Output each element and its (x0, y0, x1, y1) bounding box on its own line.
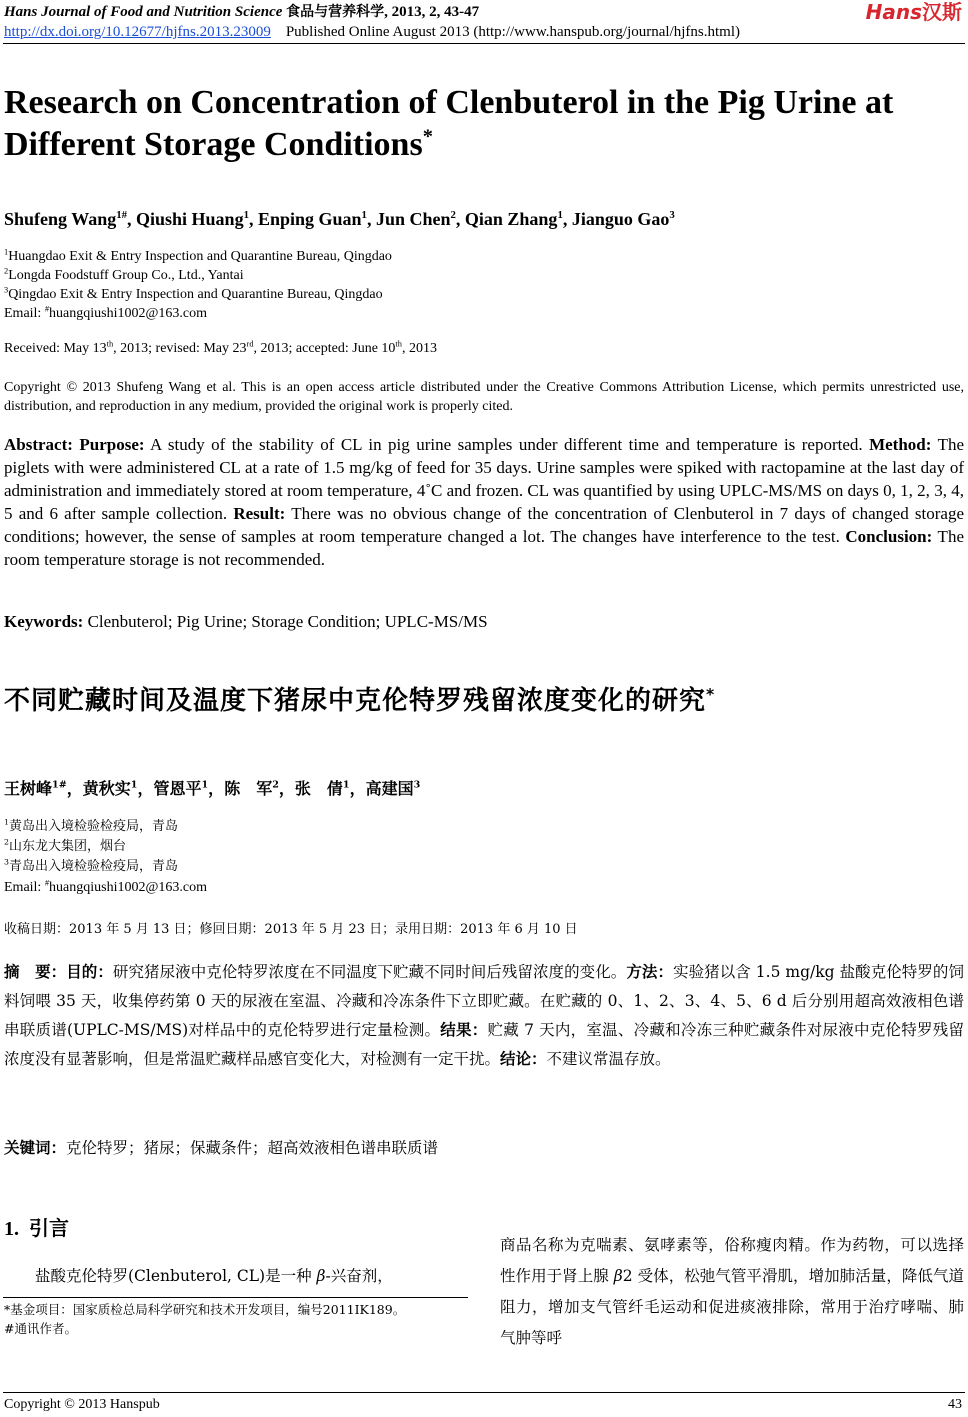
affiliation-cn (4, 817, 178, 836)
affiliation-sup: 3 (4, 857, 9, 867)
authors-cn: 王树峰$^{1\#}$，黄秋实$^1$，管恩平$^1$，陈 军$^2$，张 倩$^1$，高建国$^3$ (4, 779, 421, 798)
author-en: Qiushi Huang (136, 209, 244, 229)
conclusion-text: The room temperature storage is not recommended. (4, 527, 964, 569)
author-cn-sup: 2 (272, 779, 279, 791)
affiliation-en (4, 266, 244, 285)
footnote-fund: *基金项目：国家质检总局科学研究和技术开发项目，编号2011IK189。 (4, 1302, 406, 1317)
paper-title-en (4, 82, 962, 166)
beta-symbol: β (613, 1267, 623, 1285)
conclusion-cn-text: 不建议常温存放。 (546, 1050, 671, 1068)
affiliation-sup: 3 (4, 285, 9, 295)
affiliation-sup: 2 (4, 266, 9, 276)
author-en-sup: 1# (116, 209, 128, 221)
doi-link[interactable]: http://dx.doi.org/10.12677/hjfns.2013.23009 (4, 24, 271, 40)
author-en: Enping Guan (257, 209, 362, 229)
page-number: 43 (948, 1397, 962, 1412)
affiliation-text: 山东龙大集团，烟台 (8, 839, 126, 854)
author-cn: 陈 军 (224, 779, 273, 798)
received-date: Received: May 13 (4, 341, 107, 356)
method-cn-label: 方法： (626, 963, 674, 981)
author-en-sup: 2 (450, 209, 456, 221)
date-sup: th (395, 339, 402, 349)
dates-en (4, 341, 437, 357)
author-cn: 黄秋实 (82, 779, 131, 798)
logo-latin: Hans (865, 0, 922, 24)
intro-left-pre: 盐酸克伦特罗(Clenbuterol, CL)是一种 (35, 1267, 317, 1285)
affiliation-sup: 1 (4, 817, 9, 827)
purpose-text: A study of the stability of CL in pig urine samples under different time and temperature is reported. (144, 435, 870, 454)
title-en-mark: * (422, 125, 433, 148)
header-rule (3, 43, 965, 44)
author-cn: 张 倩 (294, 779, 343, 798)
purpose-cn-label: 目的： (66, 963, 113, 981)
dates-cn: 收稿日期：2013 年 5 月 13 日；修回日期：2013 年 5 月 23 日；录用日期：2013 年 6 月 10 日 (4, 922, 578, 937)
affiliation-text: 青岛出入境检验检疫局，青岛 (8, 859, 178, 874)
author-en-sup: 1 (243, 209, 249, 221)
date-tail: , 2013 (401, 341, 437, 356)
result-text: There was no obvious change of the concentration of Clenbuterol in 7 days of changed storage conditions; however, the sense of samples at room temperature changed a lot. The changes have interference to the test. (4, 504, 964, 546)
author-en: Jun Chen (375, 209, 451, 229)
email-mark: # (44, 304, 50, 314)
journal-header (4, 3, 479, 21)
logo-cn: 汉斯 (922, 0, 962, 24)
footer-copyright: Copyright © 2013 Hanspub (4, 1397, 160, 1412)
author-en: Shufeng Wang (4, 209, 117, 229)
title-cn-mark: * (706, 685, 716, 704)
result-label: Result: (233, 504, 286, 523)
title-en-text: Research on Concentration of Clenbuterol in the Pig Urine at Different Storage Conditions (4, 84, 894, 163)
section-title: 引言 (29, 1216, 69, 1240)
author-en-sup: 3 (669, 209, 675, 221)
affiliation-cn (4, 837, 126, 856)
author-cn-sup: 1 (201, 779, 209, 791)
affiliation-en (4, 247, 392, 266)
publication-line (4, 23, 740, 41)
abstract-en (4, 433, 964, 571)
footer-rule (3, 1392, 965, 1393)
email-label: Email: (4, 880, 45, 895)
volume-info: , 2013, 2, 43-47 (384, 4, 480, 20)
footnote-rule (3, 1297, 468, 1298)
result-cn-label: 结果： (440, 1021, 488, 1039)
author-en-sup: 1 (361, 209, 367, 221)
conclusion-label: Conclusion: (845, 527, 933, 546)
keywords-cn (4, 1136, 438, 1158)
author-cn: 高建国 (365, 779, 414, 798)
intro-left-column (4, 1262, 468, 1290)
author-en: Qian Zhang (464, 209, 558, 229)
intro-right-post: 2 受体，松弛气管平滑肌，增加肺活量，降低气道阻力，增加支气管纤毛运动和促进痰液排除，常用于治疗哮喘、肺气肿等呼 (500, 1267, 964, 1347)
affiliation-cn (4, 857, 178, 876)
accepted-date: , 2013; accepted: June 10 (253, 341, 396, 356)
abstract-label: Abstract: (4, 435, 73, 454)
author-cn-sup: 3 (413, 779, 421, 791)
date-sup: rd (246, 339, 254, 349)
method-label: Method: (869, 435, 932, 454)
purpose-cn-text: 研究猪尿液中克伦特罗浓度在不同温度下贮藏不同时间后残留浓度的变化。 (112, 963, 627, 981)
published-online: Published Online August 2013 (http://www.hanspub.org/journal/hjfns.html) (285, 24, 740, 40)
author-cn-sup: 1# (52, 779, 67, 791)
author-cn-sup: 1 (342, 779, 350, 791)
email-en (4, 304, 207, 323)
author-cn: 王树峰 (4, 779, 53, 798)
footnote-corresponding: #通讯作者。 (4, 1321, 77, 1336)
section-heading (4, 1212, 69, 1241)
title-cn-text: 不同贮藏时间及温度下猪尿中克伦特罗残留浓度变化的研究 (4, 686, 707, 716)
email-cn (4, 878, 207, 897)
revised-date: , 2013; revised: May 23 (113, 341, 247, 356)
affiliation-text: Longda Foodstuff Group Co., Ltd., Yantai (8, 268, 244, 283)
footnotes (4, 1300, 466, 1338)
beta-symbol: β (316, 1267, 326, 1285)
abstract-cn (4, 958, 964, 1074)
conclusion-cn-label: 结论： (500, 1050, 547, 1068)
affiliation-sup: 2 (4, 837, 9, 847)
author-cn-sup: 1 (130, 779, 138, 791)
hans-logo (866, 1, 962, 23)
affiliation-text: Qingdao Exit & Entry Inspection and Quarantine Bureau, Qingdao (8, 287, 383, 302)
keywords-cn-text: 克伦特罗；猪尿；保藏条件；超高效液相色谱串联质谱 (66, 1139, 439, 1157)
affiliation-text: Huangdao Exit & Entry Inspection and Quarantine Bureau, Qingdao (8, 249, 392, 264)
affiliation-en (4, 285, 383, 304)
email-label: Email: (4, 306, 45, 321)
author-cn: 管恩平 (153, 779, 202, 798)
keywords-label: Keywords: (4, 612, 84, 631)
email-address[interactable]: huangqiushi1002@163.com (49, 306, 207, 321)
keywords-text: Clenbuterol; Pig Urine; Storage Condition; UPLC-MS/MS (83, 612, 488, 631)
method-cn-text: 实验猪以含 1.5 mg/kg 盐酸克伦特罗的饲料饲喂 35 天，收集停药第 0 天的尿液在室温、冷藏和冷冻条件下立即贮藏。在贮藏的 0、1、2、3、4、5、6 d 后分别用超高效液相色谱串联质谱(UPLC-MS/MS)对样品中的克伦特罗进行定量检测。 (4, 963, 964, 1039)
email-mark: # (44, 878, 50, 888)
method-text: The piglets with were administered CL at a rate of 1.5 mg/kg of feed for 35 days. Urine samples were spiked with ractopamine at the last day of administration and immediately stored at room temperature, 4˚C and frozen. CL was quantified by using UPLC-MS/MS on days 0, 1, 2, 3, 4, 5 and 6 after sample collection. (4, 435, 964, 523)
section-number: 1. (4, 1218, 19, 1240)
author-en-sup: 1 (557, 209, 563, 221)
paper-title-cn (4, 680, 715, 717)
affiliation-text: 黄岛出入境检验检疫局，青岛 (8, 819, 178, 834)
keywords-en (4, 612, 488, 632)
authors-en: Shufeng Wang$^{1\#}$, Qiushi Huang$^1$, Enping Guan$^1$, Jun Chen$^2$, Qian Zhang$^1$, Jianguo Gao$^3$ (4, 209, 675, 229)
journal-name-cn: 食品与营养科学 (286, 4, 385, 20)
intro-left-post: -兴奋剂， (325, 1267, 393, 1285)
keywords-cn-label: 关键词： (4, 1139, 67, 1157)
date-sup: th (106, 339, 114, 349)
copyright-notice: Copyright © 2013 Shufeng Wang et al. This is an open access article distributed under the Creative Commons Attribution License, which permits unrestricted use, distribution, and reproduction in any medium, provided the original work is properly cited. (4, 380, 964, 414)
journal-name: Hans Journal of Food and Nutrition Science (4, 4, 283, 20)
abstract-cn-label: 摘 要： (4, 963, 67, 981)
result-cn-text: 贮藏 7 天内，室温、冷藏和冷冻三种贮藏条件对尿液中克伦特罗残留浓度没有显著影响，但是常温贮藏样品感官变化大，对检测有一定干扰。 (4, 1021, 964, 1068)
intro-right-column (500, 1230, 964, 1354)
author-en: Jianguo Gao (571, 209, 670, 229)
email-address[interactable]: huangqiushi1002@163.com (49, 880, 207, 895)
intro-right-pre: 商品名称为克喘素、氨哮素等，俗称瘦肉精。作为药物，可以选择性作用于肾上腺 (500, 1236, 964, 1285)
purpose-label: Purpose: (79, 435, 145, 454)
affiliation-sup: 1 (4, 247, 9, 257)
